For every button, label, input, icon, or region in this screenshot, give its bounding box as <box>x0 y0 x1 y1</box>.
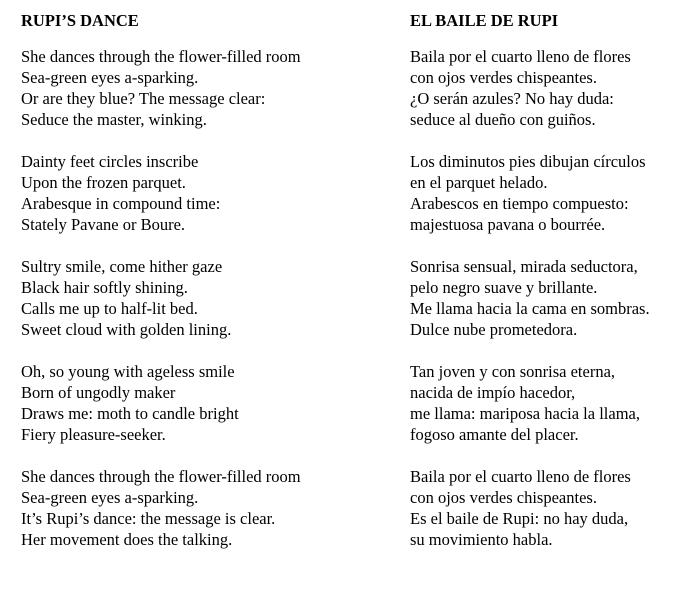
poem-line: Tan joven y con sonrisa eterna, <box>410 362 616 381</box>
poem-line: me llama: mariposa hacia la llama, <box>410 404 640 423</box>
poem-line: Sonrisa sensual, mirada seductora, <box>410 257 638 276</box>
poem-line: Draws me: moth to candle bright <box>21 404 239 423</box>
poem-line: Seduce the master, winking. <box>21 110 207 129</box>
poem-line: Arabescos en tiempo compuesto: <box>410 194 629 213</box>
poem-line: Calls me up to half-lit bed. <box>21 299 198 318</box>
poem-line: Es el baile de Rupi: no hay duda, <box>410 509 629 528</box>
stanza-spanish-3 <box>410 256 682 340</box>
poem-line: Sea-green eyes a-sparking. <box>21 68 199 87</box>
poem-line: Sea-green eyes a-sparking. <box>21 488 199 507</box>
poem-line: She dances through the flower-filled room <box>21 467 301 486</box>
poem-line: Born of ungodly maker <box>21 383 176 402</box>
poem-line: Or are they blue? The message clear: <box>21 89 266 108</box>
poem-line: It’s Rupi’s dance: the message is clear. <box>21 509 276 528</box>
poem-line: Dainty feet circles inscribe <box>21 152 199 171</box>
poem-line: Fiery pleasure-seeker. <box>21 425 166 444</box>
poem-title-english: RUPI’S DANCE <box>21 11 139 30</box>
stanza-english-2 <box>21 151 381 235</box>
stanza-spanish-4 <box>410 361 682 445</box>
poem-line: con ojos verdes chispeantes. <box>410 488 597 507</box>
poem-line: Sweet cloud with golden lining. <box>21 320 232 339</box>
poem-line: Her movement does the talking. <box>21 530 233 549</box>
poem-line: Upon the frozen parquet. <box>21 173 186 192</box>
poem-line: Me llama hacia la cama en sombras. <box>410 299 650 318</box>
poem-line: majestuosa pavana o bourrée. <box>410 215 606 234</box>
poem-line: pelo negro suave y brillante. <box>410 278 598 297</box>
stanza-spanish-2 <box>410 151 682 235</box>
poem-line: Baila por el cuarto lleno de flores <box>410 47 631 66</box>
stanza-spanish-5 <box>410 466 682 550</box>
stanza-english-5 <box>21 466 381 550</box>
poem-line: Sultry smile, come hither gaze <box>21 257 223 276</box>
poem-line: She dances through the flower-filled room <box>21 47 301 66</box>
poem-line: fogoso amante del placer. <box>410 425 579 444</box>
poem-line: Stately Pavane or Boure. <box>21 215 186 234</box>
stanza-spanish-1 <box>410 46 682 130</box>
poem-line: Los diminutos pies dibujan círculos <box>410 152 646 171</box>
poem-line: en el parquet helado. <box>410 173 548 192</box>
stanza-english-4 <box>21 361 381 445</box>
stanza-english-1 <box>21 46 381 130</box>
poem-line: nacida de impío hacedor, <box>410 383 576 402</box>
poem-line: su movimiento habla. <box>410 530 553 549</box>
poem-line: Oh, so young with ageless smile <box>21 362 235 381</box>
poem-line: seduce al dueño con guiños. <box>410 110 596 129</box>
stanza-english-3 <box>21 256 381 340</box>
poem-line: Black hair softly shining. <box>21 278 188 297</box>
poem-line: Arabesque in compound time: <box>21 194 221 213</box>
poem-line: Baila por el cuarto lleno de flores <box>410 467 631 486</box>
poem-line: con ojos verdes chispeantes. <box>410 68 597 87</box>
poem-spanish <box>410 10 682 571</box>
poem-title-spanish: EL BAILE DE RUPI <box>410 11 559 30</box>
poem-english <box>21 10 381 571</box>
poem-line: ¿O serán azules? No hay duda: <box>410 89 614 108</box>
poem-line: Dulce nube prometedora. <box>410 320 578 339</box>
